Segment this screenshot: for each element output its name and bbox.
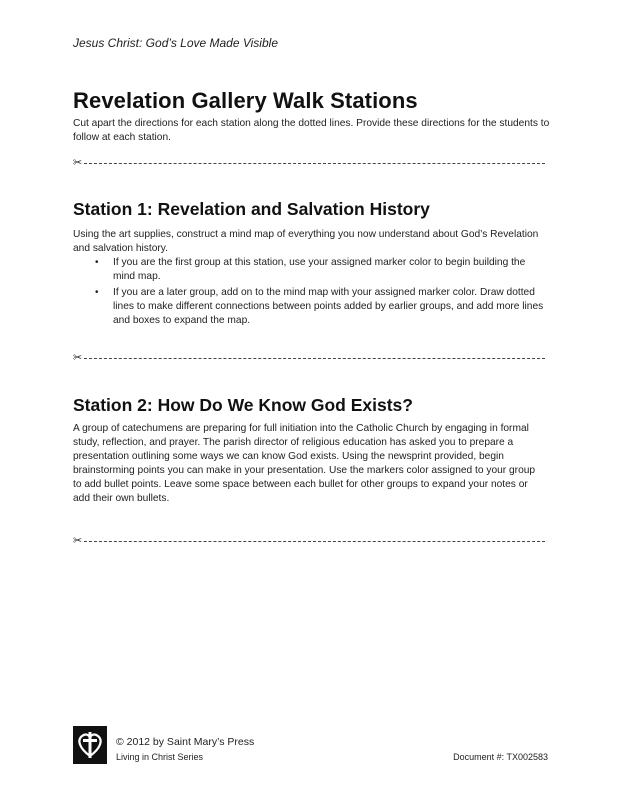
station-1-title: Station 1: Revelation and Salvation History [73,199,430,219]
bullet-text: If you are the first group at this station, use your assigned marker color to begin building the mind map. [113,257,526,282]
list-item [73,256,545,284]
cut-line [73,157,545,169]
scissors-icon: ✂ [73,156,83,169]
scissors-icon: ✂ [73,351,83,364]
document-number: Document #: TX002583 [453,752,548,762]
running-header: Jesus Christ: God’s Love Made Visible [73,36,278,50]
saint-marys-press-logo-icon [73,726,107,764]
station-2-title: Station 2: How Do We Know God Exists? [73,395,413,415]
cut-line [73,535,545,547]
scissors-icon: ✂ [73,534,83,547]
station-1-body: Using the art supplies, construct a mind map of everything you now understand about God’s Revelation and salvation history. [73,229,539,254]
cut-line [73,352,545,364]
bullet-text: If you are a later group, add on to the mind map with your assigned marker color. Draw dotted lines to make different connections between points added by earlier groups, and add more lines and boxes to expand the map. [113,287,544,326]
station-1-bullets [73,256,545,330]
copyright-text: © 2012 by Saint Mary’s Press [116,736,255,748]
dotted-line [84,541,545,542]
intro-text: Cut apart the directions for each station along the dotted lines. Provide these directions for the students to follow at each station. [73,118,550,143]
bullet-icon: • [95,257,99,268]
dotted-line [84,163,545,164]
dotted-line [84,358,545,359]
page-title: Revelation Gallery Walk Stations [73,88,418,113]
series-text: Living in Christ Series [116,752,204,762]
bullet-icon: • [95,287,99,298]
list-item [73,286,545,328]
station-2-body: A group of catechumens are preparing for full initiation into the Catholic Church by engaging in formal study, reflection, and prayer. The parish director of religious education has asked you to prepare a presentation outlining some ways we can know God exists. Using the newsprint provided, begin brainstorming points you can make in your presentation. Use the markers color assigned to your group to add bullet points. Leave some space between each bullet for other groups to expand your notes or add their own bullets. [73,423,536,504]
